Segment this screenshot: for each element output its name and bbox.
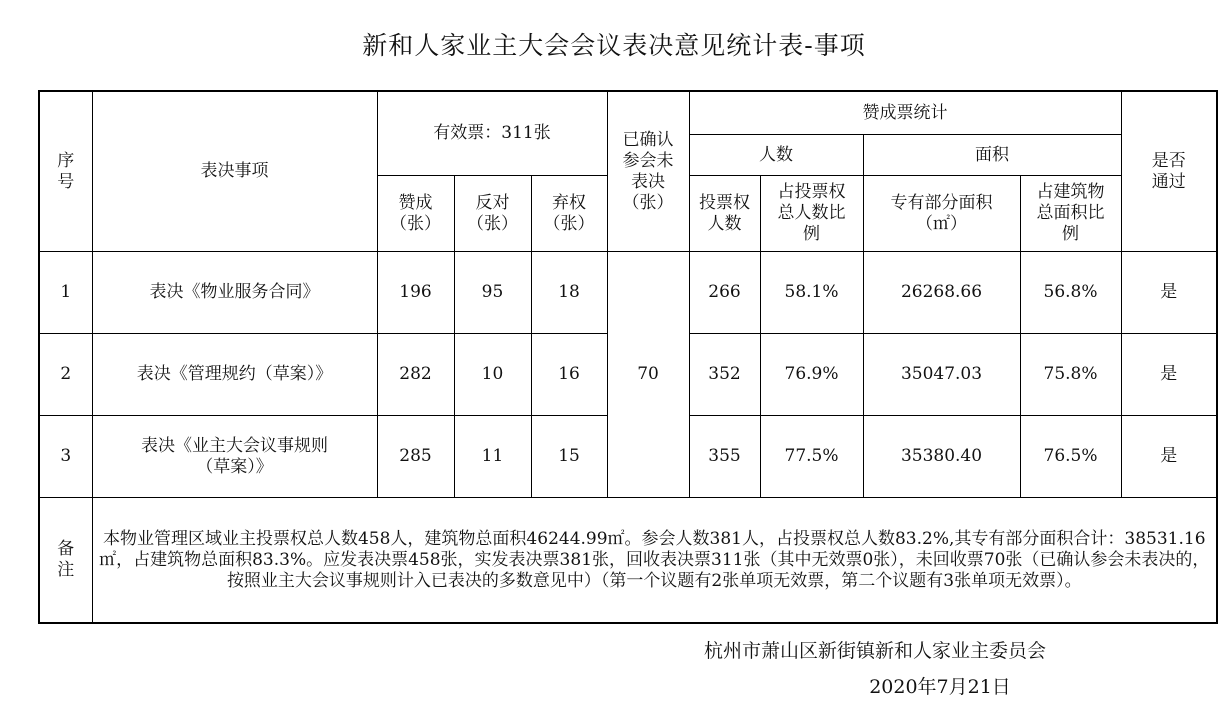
header-area-ratio: 占建筑物 总面积比 例 xyxy=(1020,176,1121,252)
vote-statistics-table xyxy=(38,90,1218,624)
cell-area-ratio: 75.8% xyxy=(1020,334,1121,416)
cell-area: 35380.40 xyxy=(863,416,1020,498)
cell-voters: 266 xyxy=(689,252,760,334)
cell-area-ratio: 56.8% xyxy=(1020,252,1121,334)
header-item: 表决事项 xyxy=(92,91,377,252)
header-abstain: 弃权 （张） xyxy=(531,176,607,252)
header-confirmed-absent: 已确认 参会未 表决 （张） xyxy=(607,91,689,252)
footer-date: 2020年7月21日 xyxy=(869,676,1011,698)
header-yes: 赞成 （张） xyxy=(377,176,454,252)
cell-area-ratio: 76.5% xyxy=(1020,416,1121,498)
table-row xyxy=(39,252,1217,334)
header-voters: 投票权 人数 xyxy=(689,176,760,252)
cell-seq: 2 xyxy=(39,334,92,416)
cell-no: 95 xyxy=(454,252,531,334)
cell-area: 35047.03 xyxy=(863,334,1020,416)
cell-seq: 3 xyxy=(39,416,92,498)
cell-confirmed-absent: 70 xyxy=(607,252,689,498)
note-row xyxy=(39,498,1217,624)
cell-yes: 285 xyxy=(377,416,454,498)
cell-voters-ratio: 76.9% xyxy=(760,334,863,416)
cell-abstain: 15 xyxy=(531,416,607,498)
cell-seq: 1 xyxy=(39,252,92,334)
cell-no: 10 xyxy=(454,334,531,416)
header-no: 反对 （张） xyxy=(454,176,531,252)
cell-voters-ratio: 58.1% xyxy=(760,252,863,334)
cell-no: 11 xyxy=(454,416,531,498)
note-text: 本物业管理区域业主投票权总人数458人，建筑物总面积46244.99㎡。参会人数381人，占投票权总人数83.2%,其专有部分面积合计：38531.16㎡，占建筑物总面积83.3%。应发表决票458张，实发表决票381张，回收表决票311张（其中无效票0张），未回收票70张（已确认参会未表决的，按照业主大会议事规则计入已表决的多数意见中）（第一个议题有2张单项无效票，第二个议题有3张单项无效票）。 xyxy=(92,498,1217,624)
footer-organization: 杭州市萧山区新街镇新和人家业主委员会 xyxy=(703,640,1046,662)
header-valid-votes: 有效票：311张 xyxy=(377,91,607,176)
header-voters-ratio: 占投票权 总人数比 例 xyxy=(760,176,863,252)
header-pass: 是否 通过 xyxy=(1121,91,1217,252)
cell-abstain: 16 xyxy=(531,334,607,416)
cell-item: 表决《业主大会议事规则 （草案）》 xyxy=(92,416,377,498)
header-private-area: 专有部分面积 （㎡） xyxy=(863,176,1020,252)
cell-yes: 196 xyxy=(377,252,454,334)
cell-pass: 是 xyxy=(1121,334,1217,416)
header-support-stats: 赞成票统计 xyxy=(689,91,1121,135)
cell-item: 表决《物业服务合同》 xyxy=(92,252,377,334)
cell-pass: 是 xyxy=(1121,252,1217,334)
header-seq: 序 号 xyxy=(39,91,92,252)
cell-yes: 282 xyxy=(377,334,454,416)
cell-voters: 355 xyxy=(689,416,760,498)
page-title: 新和人家业主大会会议表决意见统计表-事项 xyxy=(362,31,866,60)
cell-area: 26268.66 xyxy=(863,252,1020,334)
cell-item: 表决《管理规约（草案）》 xyxy=(92,334,377,416)
note-label: 备 注 xyxy=(39,498,92,624)
header-people: 人数 xyxy=(689,135,863,176)
cell-abstain: 18 xyxy=(531,252,607,334)
cell-voters: 352 xyxy=(689,334,760,416)
header-row-1 xyxy=(39,91,1217,135)
cell-voters-ratio: 77.5% xyxy=(760,416,863,498)
cell-pass: 是 xyxy=(1121,416,1217,498)
header-area: 面积 xyxy=(863,135,1121,176)
